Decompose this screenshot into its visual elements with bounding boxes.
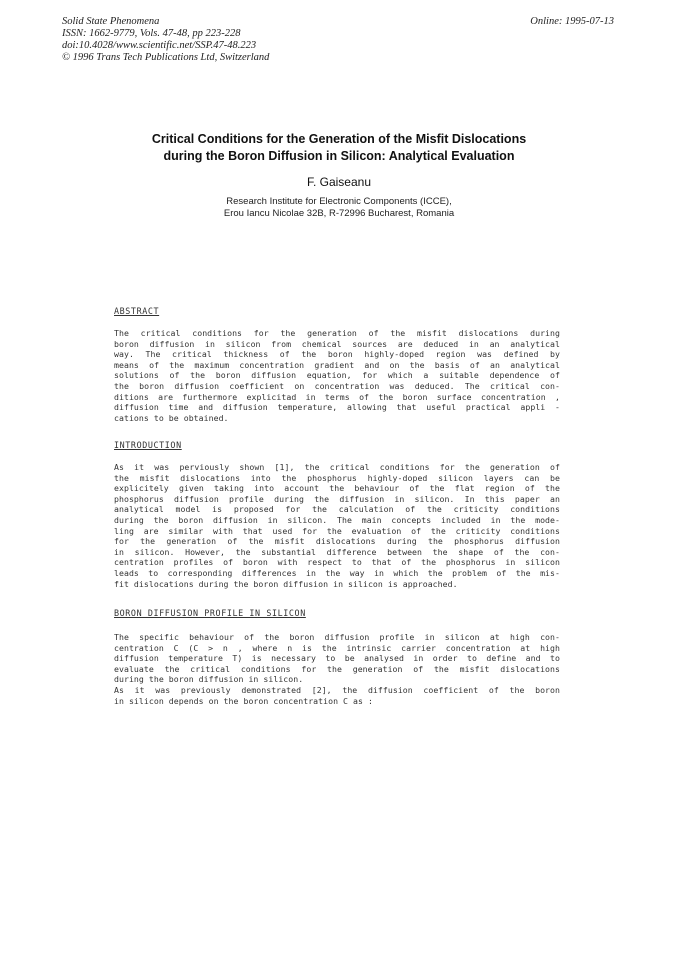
title-line-2: during the Boron Diffusion in Silicon: Analytical Evaluation: [163, 149, 515, 163]
boron-section-line: diffusion temperature T) is necessary to be analysed in order to define and to: [114, 653, 560, 664]
introduction-line: centration profiles of boron with respect to that of the phosphorus in silicon: [114, 557, 560, 568]
author-name: F. Gaiseanu: [306, 175, 372, 189]
introduction-line: for the generation of the misfit dislocations during the phosphorus diffusion: [114, 536, 560, 547]
introduction-line: fit dislocations during the boron diffusion in silicon is approached.: [114, 578, 458, 589]
introduction-line: the misfit dislocations into the phosphorus highly-doped silicon layers can be: [114, 472, 560, 483]
abstract-line: ditions are furthermore explicitad in terms of the boron surface concentration ,: [114, 391, 560, 402]
issn-line: ISSN: 1662-9779, Vols. 47-48, pp 223-228: [62, 28, 241, 39]
abstract-line: cations to be obtained.: [114, 412, 229, 423]
affiliation: [80, 196, 598, 220]
abstract-line: boron diffusion in silicon from chemical sources are deduced in an analytical: [114, 338, 560, 349]
boron-section-line: The specific behaviour of the boron diffusion profile in silicon at high con-: [114, 632, 560, 642]
introduction-body: [114, 462, 560, 589]
copyright-line: © 1996 Trans Tech Publications Ltd, Switzerland: [62, 52, 270, 63]
boron-section-body: [114, 632, 560, 706]
affiliation-line-1: Research Institute for Electronic Components (ICCE),: [226, 196, 452, 207]
introduction-line: ling are similar with that used for the evaluation of the criticity conditions: [114, 525, 560, 536]
boron-section-line: As it was previously demonstrated [2], the diffusion coefficient of the boron: [114, 684, 560, 695]
boron-section-heading: BORON DIFFUSION PROFILE IN SILICON: [114, 608, 306, 618]
introduction-line: in silicon. However, the substantial difference between the shape of the con-: [114, 546, 560, 557]
abstract-line: diffusion time and diffusion temperature, allowing that useful practical appli -: [114, 402, 560, 413]
boron-section-line: centration C (C > n , where n is the intrinsic carrier concentration at high: [114, 642, 560, 653]
introduction-line: during the boron diffusion in silicon. The main concepts included in the mode-: [114, 514, 560, 525]
abstract-line: the boron diffusion coefficient on concentration was deduced. The critical con-: [114, 380, 560, 391]
paper-title: [80, 131, 598, 165]
abstract-body: [114, 328, 560, 423]
introduction-line: phosphorus diffusion profile during the diffusion in silicon. In this paper an: [114, 493, 560, 504]
journal-name: Solid State Phenomena: [62, 16, 160, 27]
abstract-heading: ABSTRACT: [114, 306, 160, 316]
abstract-line: The critical conditions for the generation of the misfit dislocations during: [114, 328, 560, 338]
boron-section-line: during the boron diffusion in silicon.: [114, 674, 304, 685]
doi-line: doi:10.4028/www.scientific.net/SSP.47-48.223: [62, 40, 257, 51]
abstract-line: means of the maximum concentration gradient and on the basis of an analytical: [114, 359, 560, 370]
boron-section-line: evaluate the critical conditions for the generation of the misfit dislocations: [114, 663, 560, 674]
introduction-line: leads to corresponding differences in the way in which the problem of the mis-: [114, 567, 560, 578]
abstract-line: solutions of the boron diffusion equation, for which a suitable dependence of: [114, 370, 560, 381]
introduction-line: explicitely given taking into account the behaviour of the flat region of the: [114, 483, 560, 494]
introduction-line: analytical model is proposed for the calculation of the criticity conditions: [114, 504, 560, 515]
journal-header: [62, 16, 269, 64]
online-date: Online: 1995-07-13: [530, 16, 614, 27]
introduction-heading: INTRODUCTION: [114, 440, 182, 450]
abstract-line: way. The critical thickness of the boron highly-doped region was defined by: [114, 349, 560, 360]
introduction-line: As it was perviously shown [1], the critical conditions for the generation of: [114, 462, 560, 472]
affiliation-line-2: Erou Iancu Nicolae 32B, R-72996 Bucharest, Romania: [223, 208, 455, 219]
boron-section-line: in silicon depends on the boron concentration C as :: [114, 695, 373, 706]
title-line-1: Critical Conditions for the Generation of the Misfit Dislocations: [151, 132, 527, 146]
